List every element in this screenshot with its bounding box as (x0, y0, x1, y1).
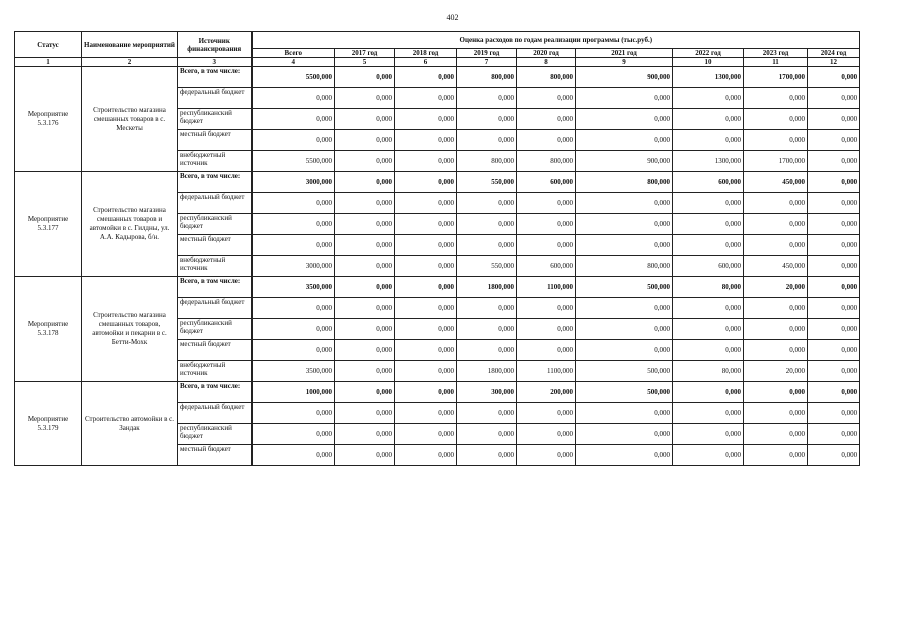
amount-cell: 0,000 (335, 340, 395, 361)
amount-cell: 0,000 (744, 235, 808, 256)
column-number: 6 (395, 58, 457, 67)
amount-cell: 0,000 (673, 109, 744, 130)
amount-cell: 0,000 (517, 88, 576, 109)
amount-cell: 0,000 (457, 235, 517, 256)
amount-cell: 450,000 (744, 256, 808, 277)
amount-cell: 0,000 (335, 109, 395, 130)
amount-cell: 0,000 (335, 235, 395, 256)
amount-cell: 0,000 (517, 235, 576, 256)
amount-cell: 0,000 (576, 298, 673, 319)
amount-cell: 0,000 (744, 382, 808, 403)
column-number: 5 (335, 58, 395, 67)
amount-cell: 0,000 (395, 340, 457, 361)
amount-cell: 800,000 (517, 67, 576, 88)
amount-cell: 1300,000 (673, 151, 744, 172)
event-status: Мероприятие 5.3.177 (15, 172, 82, 277)
table-row (15, 172, 860, 193)
amount-cell: 550,000 (457, 256, 517, 277)
funding-source: федеральный бюджет (178, 298, 252, 319)
amount-cell: 3000,000 (252, 256, 335, 277)
amount-cell: 0,000 (335, 256, 395, 277)
amount-cell: 0,000 (457, 130, 517, 151)
amount-cell: 0,000 (395, 445, 457, 466)
amount-cell: 0,000 (517, 340, 576, 361)
amount-cell: 0,000 (744, 88, 808, 109)
amount-cell: 0,000 (457, 340, 517, 361)
header-status: Статус (15, 32, 82, 58)
amount-cell: 0,000 (576, 88, 673, 109)
amount-cell: 0,000 (744, 319, 808, 340)
amount-cell: 500,000 (576, 277, 673, 298)
amount-cell: 500,000 (576, 382, 673, 403)
amount-cell: 0,000 (808, 340, 860, 361)
funding-source: местный бюджет (178, 340, 252, 361)
amount-cell: 0,000 (395, 109, 457, 130)
amount-cell: 3500,000 (252, 277, 335, 298)
amount-cell: 0,000 (808, 445, 860, 466)
amount-cell: 0,000 (252, 130, 335, 151)
amount-cell: 0,000 (335, 382, 395, 403)
amount-cell: 0,000 (673, 319, 744, 340)
amount-cell: 300,000 (457, 382, 517, 403)
amount-cell: 80,000 (673, 361, 744, 382)
amount-cell: 0,000 (576, 193, 673, 214)
amount-cell: 0,000 (395, 214, 457, 235)
amount-cell: 500,000 (576, 361, 673, 382)
event-name: Строительство автомойки в с. Зандак (82, 382, 178, 466)
amount-cell: 1300,000 (673, 67, 744, 88)
amount-cell: 0,000 (744, 340, 808, 361)
amount-cell: 0,000 (808, 88, 860, 109)
amount-cell: 450,000 (744, 172, 808, 193)
amount-cell: 0,000 (335, 214, 395, 235)
amount-cell: 800,000 (576, 256, 673, 277)
amount-cell: 0,000 (395, 193, 457, 214)
column-number: 4 (252, 58, 335, 67)
event-status: Мероприятие 5.3.176 (15, 67, 82, 172)
amount-cell: 800,000 (457, 151, 517, 172)
amount-cell: 0,000 (395, 256, 457, 277)
amount-cell: 0,000 (744, 298, 808, 319)
header-year-col: 2024 год (808, 49, 860, 58)
amount-cell: 0,000 (673, 340, 744, 361)
amount-cell: 0,000 (517, 109, 576, 130)
header-name: Наименование мероприятий (82, 32, 178, 58)
amount-cell: 800,000 (457, 67, 517, 88)
amount-cell: 0,000 (744, 445, 808, 466)
amount-cell: 900,000 (576, 151, 673, 172)
amount-cell: 0,000 (395, 298, 457, 319)
header-source: Источник финансирования (178, 32, 252, 58)
amount-cell: 1800,000 (457, 277, 517, 298)
funding-source: республиканский бюджет (178, 319, 252, 340)
amount-cell: 0,000 (576, 319, 673, 340)
amount-cell: 0,000 (673, 214, 744, 235)
amount-cell: 0,000 (576, 109, 673, 130)
amount-cell: 0,000 (673, 424, 744, 445)
amount-cell: 0,000 (673, 298, 744, 319)
header-year-col: 2021 год (576, 49, 673, 58)
amount-cell: 1100,000 (517, 277, 576, 298)
amount-cell: 0,000 (673, 403, 744, 424)
amount-cell: 0,000 (673, 235, 744, 256)
amount-cell: 0,000 (252, 298, 335, 319)
amount-cell: 0,000 (808, 319, 860, 340)
amount-cell: 0,000 (335, 172, 395, 193)
amount-cell: 0,000 (744, 109, 808, 130)
amount-cell: 0,000 (808, 130, 860, 151)
amount-cell: 0,000 (335, 319, 395, 340)
amount-cell: 0,000 (252, 88, 335, 109)
funding-source: внебюджетный источник (178, 256, 252, 277)
amount-cell: 0,000 (673, 193, 744, 214)
amount-cell: 0,000 (395, 277, 457, 298)
amount-cell: 0,000 (395, 88, 457, 109)
amount-cell: 0,000 (395, 382, 457, 403)
amount-cell: 0,000 (335, 298, 395, 319)
amount-cell: 0,000 (252, 193, 335, 214)
amount-cell: 0,000 (744, 424, 808, 445)
amount-cell: 0,000 (335, 67, 395, 88)
amount-cell: 900,000 (576, 67, 673, 88)
amount-cell: 0,000 (517, 298, 576, 319)
amount-cell: 0,000 (457, 403, 517, 424)
amount-cell: 0,000 (457, 445, 517, 466)
header-estimate: Оценка расходов по годам реализации программы (тыс.руб.) (252, 32, 860, 49)
amount-cell: 0,000 (808, 109, 860, 130)
event-name: Строительство магазина смешанных товаров, автомойки и пекарни в с. Бетти-Мохк (82, 277, 178, 382)
amount-cell: 1700,000 (744, 67, 808, 88)
amount-cell: 0,000 (673, 382, 744, 403)
header-year-col: 2019 год (457, 49, 517, 58)
amount-cell: 0,000 (744, 214, 808, 235)
column-number: 3 (178, 58, 252, 67)
column-number: 7 (457, 58, 517, 67)
funding-source: Всего, в том числе: (178, 172, 252, 193)
event-status: Мероприятие 5.3.178 (15, 277, 82, 382)
amount-cell: 5500,000 (252, 151, 335, 172)
amount-cell: 0,000 (335, 445, 395, 466)
amount-cell: 0,000 (517, 214, 576, 235)
amount-cell: 0,000 (808, 361, 860, 382)
funding-source: внебюджетный источник (178, 151, 252, 172)
table-row (15, 277, 860, 298)
header-year-col: 2023 год (744, 49, 808, 58)
amount-cell: 0,000 (252, 235, 335, 256)
amount-cell: 0,000 (395, 403, 457, 424)
amount-cell: 20,000 (744, 361, 808, 382)
funding-source: республиканский бюджет (178, 214, 252, 235)
amount-cell: 0,000 (335, 130, 395, 151)
amount-cell: 0,000 (576, 214, 673, 235)
amount-cell: 0,000 (673, 88, 744, 109)
amount-cell: 0,000 (808, 382, 860, 403)
amount-cell: 0,000 (395, 151, 457, 172)
amount-cell: 0,000 (335, 151, 395, 172)
event-name: Строительство магазина смешанных товаров и автомойки в с. Гилдны, ул. А.А. Кадырова, б/н. (82, 172, 178, 277)
amount-cell: 0,000 (808, 67, 860, 88)
event-status: Мероприятие 5.3.179 (15, 382, 82, 466)
amount-cell: 0,000 (457, 214, 517, 235)
amount-cell: 0,000 (252, 214, 335, 235)
table-row (15, 382, 860, 403)
amount-cell: 600,000 (517, 256, 576, 277)
amount-cell: 600,000 (517, 172, 576, 193)
amount-cell: 200,000 (517, 382, 576, 403)
amount-cell: 600,000 (673, 256, 744, 277)
amount-cell: 800,000 (517, 151, 576, 172)
funding-source: Всего, в том числе: (178, 277, 252, 298)
amount-cell: 3000,000 (252, 172, 335, 193)
amount-cell: 0,000 (252, 340, 335, 361)
amount-cell: 0,000 (576, 235, 673, 256)
amount-cell: 0,000 (517, 193, 576, 214)
amount-cell: 80,000 (673, 277, 744, 298)
column-number: 1 (15, 58, 82, 67)
amount-cell: 0,000 (808, 172, 860, 193)
amount-cell: 0,000 (673, 445, 744, 466)
funding-source: местный бюджет (178, 445, 252, 466)
expense-table (14, 31, 860, 466)
column-number: 2 (82, 58, 178, 67)
funding-source: внебюджетный источник (178, 361, 252, 382)
amount-cell: 0,000 (252, 319, 335, 340)
amount-cell: 0,000 (576, 340, 673, 361)
header-year-col: 2020 год (517, 49, 576, 58)
amount-cell: 0,000 (576, 424, 673, 445)
amount-cell: 0,000 (576, 445, 673, 466)
amount-cell: 0,000 (252, 445, 335, 466)
amount-cell: 0,000 (335, 193, 395, 214)
amount-cell: 0,000 (808, 235, 860, 256)
amount-cell: 800,000 (576, 172, 673, 193)
header-year-col: 2017 год (335, 49, 395, 58)
funding-source: республиканский бюджет (178, 109, 252, 130)
amount-cell: 0,000 (517, 403, 576, 424)
column-number: 9 (576, 58, 673, 67)
funding-source: Всего, в том числе: (178, 382, 252, 403)
funding-source: местный бюджет (178, 235, 252, 256)
amount-cell: 0,000 (673, 130, 744, 151)
amount-cell: 0,000 (808, 151, 860, 172)
amount-cell: 0,000 (395, 67, 457, 88)
amount-cell: 0,000 (335, 361, 395, 382)
event-name: Строительство магазина смешанных товаров в с. Мескеты (82, 67, 178, 172)
amount-cell: 0,000 (517, 319, 576, 340)
amount-cell: 0,000 (395, 130, 457, 151)
amount-cell: 0,000 (744, 193, 808, 214)
amount-cell: 1100,000 (517, 361, 576, 382)
amount-cell: 0,000 (576, 130, 673, 151)
amount-cell: 0,000 (517, 445, 576, 466)
amount-cell: 0,000 (395, 172, 457, 193)
funding-source: Всего, в том числе: (178, 67, 252, 88)
amount-cell: 0,000 (335, 403, 395, 424)
amount-cell: 550,000 (457, 172, 517, 193)
amount-cell: 0,000 (808, 193, 860, 214)
amount-cell: 0,000 (808, 256, 860, 277)
funding-source: федеральный бюджет (178, 403, 252, 424)
amount-cell: 0,000 (808, 214, 860, 235)
amount-cell: 0,000 (457, 88, 517, 109)
amount-cell: 0,000 (808, 277, 860, 298)
amount-cell: 0,000 (252, 109, 335, 130)
amount-cell: 20,000 (744, 277, 808, 298)
header-year-col: Всего (252, 49, 335, 58)
amount-cell: 0,000 (252, 403, 335, 424)
amount-cell: 0,000 (517, 424, 576, 445)
amount-cell: 0,000 (335, 88, 395, 109)
page-number: 402 (446, 13, 459, 22)
amount-cell: 0,000 (457, 298, 517, 319)
header-year-col: 2018 год (395, 49, 457, 58)
column-number: 8 (517, 58, 576, 67)
amount-cell: 0,000 (808, 298, 860, 319)
funding-source: федеральный бюджет (178, 88, 252, 109)
amount-cell: 0,000 (457, 319, 517, 340)
amount-cell: 1700,000 (744, 151, 808, 172)
funding-source: республиканский бюджет (178, 424, 252, 445)
amount-cell: 0,000 (395, 235, 457, 256)
amount-cell: 600,000 (673, 172, 744, 193)
amount-cell: 0,000 (335, 277, 395, 298)
amount-cell: 0,000 (395, 319, 457, 340)
amount-cell: 0,000 (252, 424, 335, 445)
amount-cell: 0,000 (517, 130, 576, 151)
amount-cell: 0,000 (744, 130, 808, 151)
amount-cell: 0,000 (395, 361, 457, 382)
amount-cell: 0,000 (457, 424, 517, 445)
amount-cell: 5500,000 (252, 67, 335, 88)
amount-cell: 0,000 (335, 424, 395, 445)
amount-cell: 0,000 (457, 193, 517, 214)
amount-cell: 1800,000 (457, 361, 517, 382)
amount-cell: 0,000 (808, 403, 860, 424)
amount-cell: 0,000 (395, 424, 457, 445)
amount-cell: 1000,000 (252, 382, 335, 403)
funding-source: федеральный бюджет (178, 193, 252, 214)
header-year-col: 2022 год (673, 49, 744, 58)
amount-cell: 0,000 (808, 424, 860, 445)
table-row (15, 67, 860, 88)
column-number: 10 (673, 58, 744, 67)
amount-cell: 3500,000 (252, 361, 335, 382)
column-number: 12 (808, 58, 860, 67)
column-number: 11 (744, 58, 808, 67)
funding-source: местный бюджет (178, 130, 252, 151)
amount-cell: 0,000 (457, 109, 517, 130)
amount-cell: 0,000 (744, 403, 808, 424)
amount-cell: 0,000 (576, 403, 673, 424)
